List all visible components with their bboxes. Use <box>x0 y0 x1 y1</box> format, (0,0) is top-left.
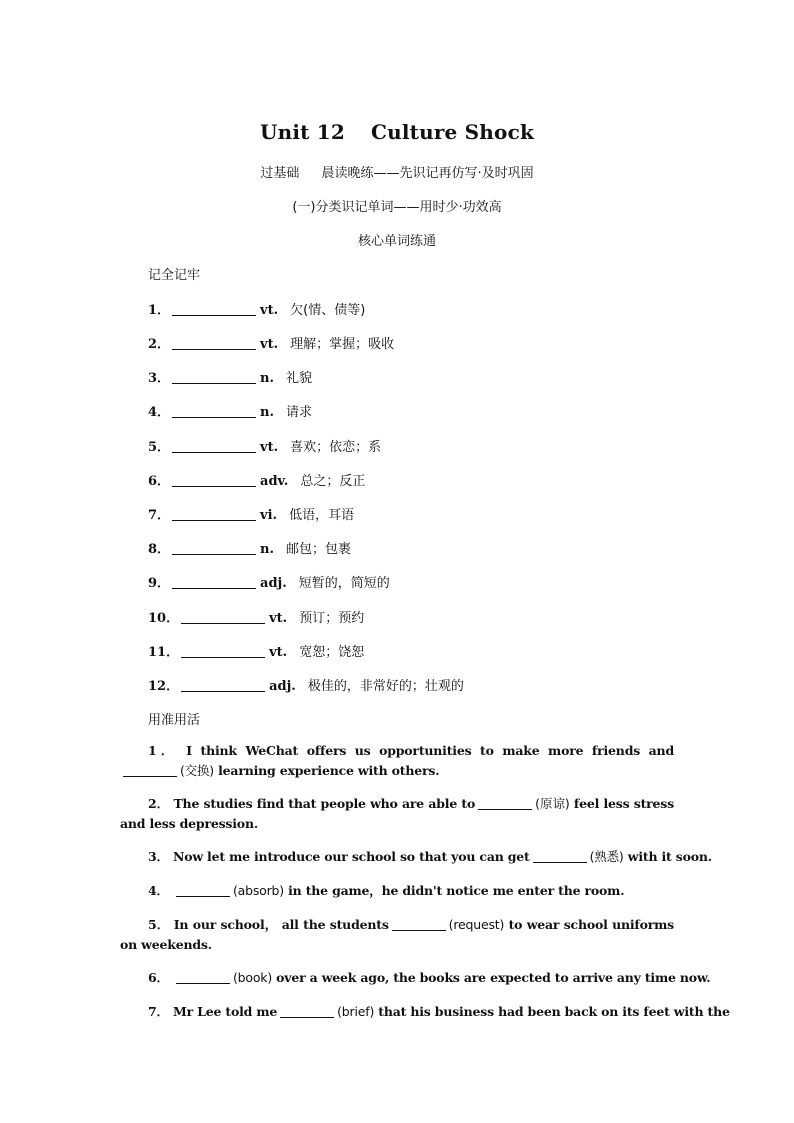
vocab-item: 12． adj. 极佳的，非常好的；壮观的 <box>148 679 464 694</box>
subtitle: 过基础 晨读晚练——先识记再仿写·及时巩固 <box>260 166 534 181</box>
answer-blank[interactable] <box>172 371 256 384</box>
vocab-item: 4． n. 请求 <box>148 405 313 420</box>
question-item: 4． (absorb) in the game，he didn't notice me enter the room. <box>148 883 625 898</box>
section-title: 核心单词练通 <box>357 234 436 249</box>
answer-blank[interactable] <box>478 797 532 810</box>
answer-blank[interactable] <box>176 971 230 984</box>
answer-blank[interactable] <box>172 337 256 350</box>
question-item: 7． Mr Lee told me (brief) that his business had been back on its feet with the <box>148 1004 730 1019</box>
vocab-item: 5． vt. 喜欢；依恋；系 <box>148 440 382 455</box>
question-item: 3． Now let me introduce our school so that you can get (熟悉) with it soon. <box>148 849 712 864</box>
answer-blank[interactable] <box>181 645 265 658</box>
answer-blank[interactable] <box>392 918 446 931</box>
vocab-item: 11． vt. 宽恕；饶恕 <box>148 645 365 660</box>
section-heading: (一)分类识记单词——用时少·功效高 <box>292 200 502 215</box>
page-title: Unit 12 Culture Shock <box>259 120 535 144</box>
subsection-remember: 记全记牢 <box>148 268 201 283</box>
answer-blank[interactable] <box>280 1005 334 1018</box>
question-item: 5． In our school， all the students (request) to wear school uniforms on weekends. <box>120 917 674 952</box>
answer-blank[interactable] <box>176 884 230 897</box>
subsection-use: 用准用活 <box>148 713 201 728</box>
answer-blank[interactable] <box>172 405 256 418</box>
answer-blank[interactable] <box>181 611 265 624</box>
vocab-item: 3． n. 礼貌 <box>148 371 313 386</box>
answer-blank[interactable] <box>123 764 177 777</box>
vocab-item: 1． vt. 欠(情、债等) <box>148 303 366 318</box>
vocab-item: 9． adj. 短暂的，简短的 <box>148 576 390 591</box>
question-item: 1． I think WeChat offers us opportunities to make more friends and(交换) learning experience with others. <box>120 741 674 781</box>
answer-blank[interactable] <box>172 576 256 589</box>
answer-blank[interactable] <box>172 440 256 453</box>
answer-blank[interactable] <box>172 542 256 555</box>
answer-blank[interactable] <box>181 679 265 692</box>
question-item: 6． (book) over a week ago, the books are expected to arrive any time now. <box>148 970 711 985</box>
vocab-item: 10． vt. 预订；预约 <box>148 611 365 626</box>
question-item: 2． The studies find that people who are able to (原谅) feel less stress and less depression. <box>120 796 674 831</box>
answer-blank[interactable] <box>172 303 256 316</box>
answer-blank[interactable] <box>533 850 587 863</box>
vocab-item: 7． vi. 低语，耳语 <box>148 508 355 523</box>
answer-blank[interactable] <box>172 508 256 521</box>
vocab-item: 6． adv. 总之；反正 <box>148 474 366 489</box>
vocab-item: 2． vt. 理解；掌握；吸收 <box>148 337 395 352</box>
answer-blank[interactable] <box>172 474 256 487</box>
vocab-item: 8． n. 邮包；包裹 <box>148 542 352 557</box>
